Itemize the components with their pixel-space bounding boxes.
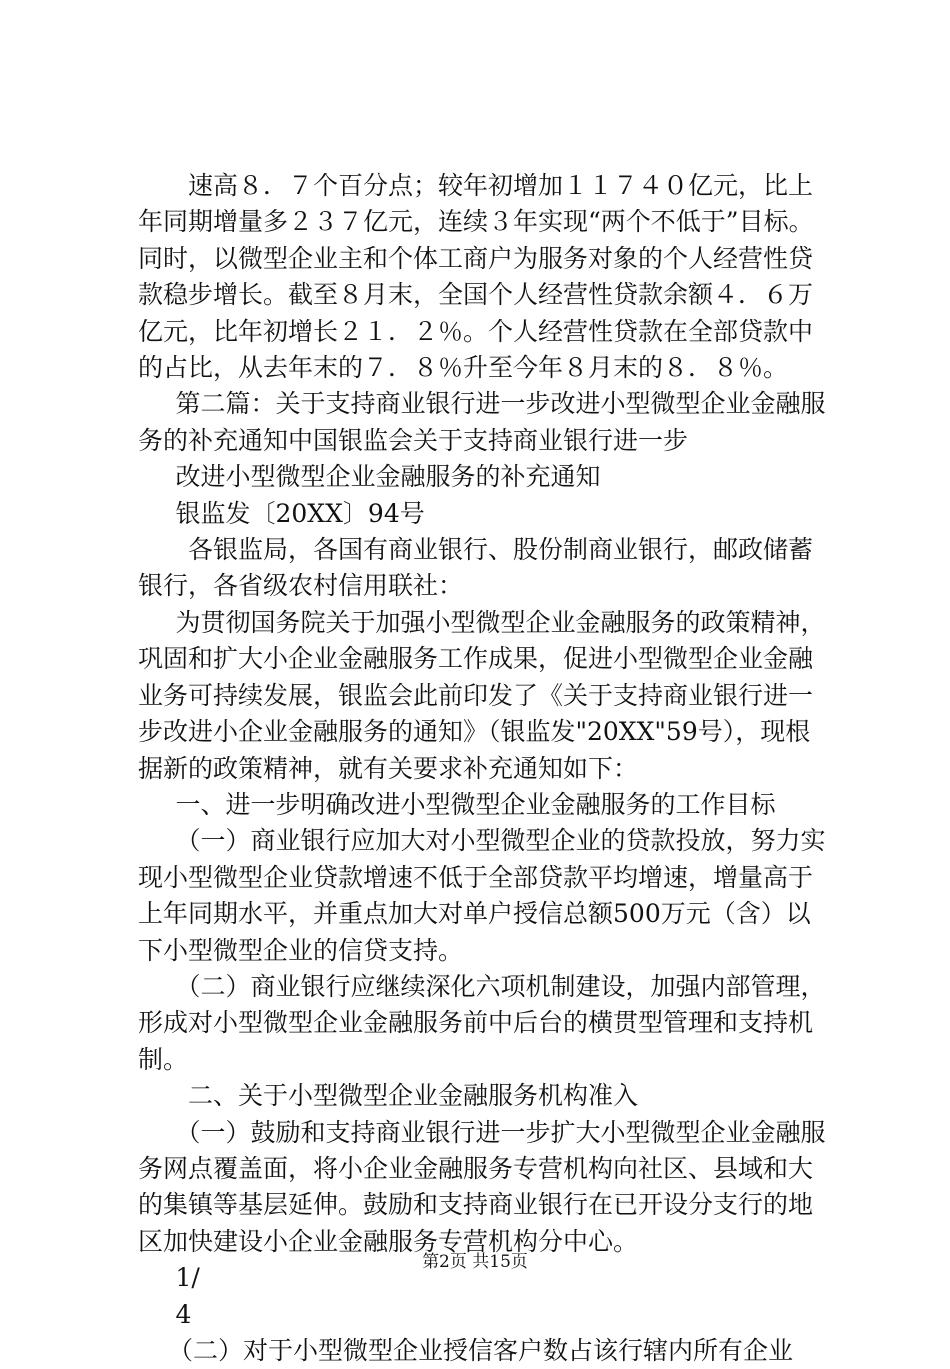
- paragraph-purpose: 为贯彻国务院关于加强小型微型企业金融服务的政策精神，巩固和扩大小企业金融服务工作成果，促进小型微型企业金融业务可持续发展，银监会此前印发了《关于支持商业银行进一步改进小企业金融服务的通知》（银监发"20XX"59号），现根据新的政策精神，就有关要求补充通知如下：: [138, 607, 826, 783]
- document-body: [138, 168, 834, 1369]
- heading-section-one: 一、进一步明确改进小型微型企业金融服务的工作目标: [175, 789, 776, 819]
- inline-page-fraction-bottom: 4: [175, 1299, 192, 1329]
- paragraph-2-1: （一）鼓励和支持商业银行进一步扩大小型微型企业金融服务网点覆盖面，将小企业金融服务专营机构向社区、县域和大的集镇等基层延伸。鼓励和支持商业银行在已开设分支行的地区加快建设小企业金融服务专营机构分中心。: [138, 1117, 826, 1256]
- document-number: 银监发〔20XX〕94号: [175, 498, 425, 528]
- section-title-part-two: 第二篇：关于支持商业银行进一步改进小型微型企业金融服务的补充通知中国银监会关于支持商业银行进一步: [138, 389, 826, 455]
- inline-page-fraction-top: 1/: [175, 1263, 200, 1293]
- recipients: 各银监局，各国有商业银行、股份制商业银行，邮政储蓄银行，各省级农村信用联社：: [138, 535, 814, 601]
- heading-section-two: 二、关于小型微型企业金融服务机构准入: [188, 1081, 639, 1111]
- paragraph-1-1: （一）商业银行应加大对小型微型企业的贷款投放，努力实现小型微型企业贷款增速不低于全部贷款平均增速，增量高于上年同期水平，并重点加大对单户授信总额500万元（含）以下小型微型企业的信贷支持。: [138, 826, 826, 965]
- paragraph-loan-growth: 速高８．７个百分点；较年初增加１１７４０亿元，比上年同期增量多２３７亿元，连续３年实现“两个不低于”目标。同时，以微型企业主和个体工商户为服务对象的个人经营性贷款稳步增长。截至８月末，全国个人经营性贷款余额４．６万亿元，比年初增长２１．２％。个人经营性贷款在全部贷款中的占比，从去年末的７．８％升至今年８月末的８．８％。: [138, 171, 814, 383]
- paragraph-2-2: （二）对于小型微型企业授信客户数占该行辖内所有企业: [168, 1336, 794, 1365]
- paragraph-1-2: （二）商业银行应继续深化六项机制建设，加强内部管理，形成对小型微型企业金融服务前中后台的横贯型管理和支持机制。: [138, 971, 826, 1074]
- notice-title: 改进小型微型企业金融服务的补充通知: [175, 462, 601, 492]
- page-number: 第2页 共15页: [422, 1252, 528, 1272]
